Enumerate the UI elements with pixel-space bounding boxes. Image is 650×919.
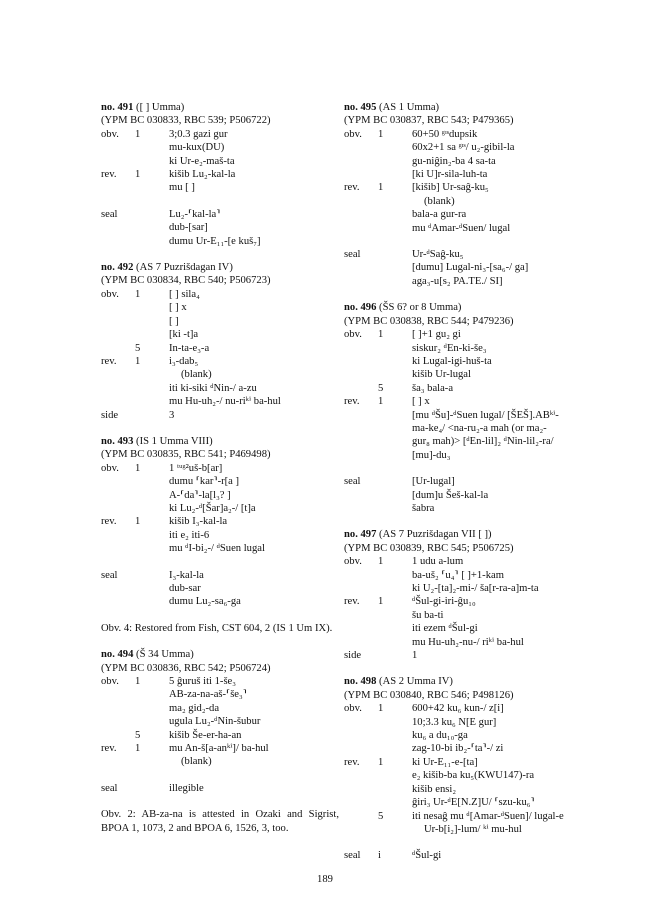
transliteration-line: [101, 688, 339, 701]
transliteration-line: [344, 342, 582, 355]
line-text: mu Hu-uh₂-/ nu-riᵏⁱ ba-hul: [169, 396, 281, 408]
line-text: kišib Ur-lugal: [412, 369, 471, 381]
transliteration-line: [344, 261, 582, 274]
transliteration-line: [344, 168, 582, 181]
line-number: 1: [135, 355, 141, 367]
line-number: 1: [135, 288, 141, 300]
entry-note: Obv. 4: Restored from Fish, CST 604, 2 (IS 1 Um IX).: [101, 622, 333, 634]
transliteration-line: [101, 235, 339, 248]
line-text: [kišib] Ur-saĝ-ku₅: [412, 182, 489, 194]
line-text: iti ezem ᵈŠul-gi: [412, 623, 478, 635]
line-text: [ ]: [169, 315, 179, 327]
line-section: side: [101, 409, 119, 421]
line-text: [mu]-du₃: [412, 449, 451, 461]
line-text: (blank): [181, 369, 212, 381]
entry-reference: (YPM BC 030840, RBC 546; P498126): [344, 689, 514, 701]
line-section: rev.: [101, 355, 117, 367]
transliteration-line: [344, 502, 582, 515]
line-text: dumu Ur-E₁₁-[e kuš₇]: [169, 235, 261, 247]
transliteration-line: [101, 515, 339, 528]
line-text: [dum]u Šeš-kal-la: [412, 489, 489, 501]
entry-number: no. 497: [344, 529, 377, 541]
entry-number: no. 493: [101, 435, 134, 447]
line-section: seal: [101, 208, 118, 220]
line-text: I₃-kal-la: [169, 569, 204, 581]
line-text: zag-10-bi ib₂-⸢ta⸣-/ zi: [412, 743, 504, 755]
line-section: obv.: [344, 128, 362, 140]
transliteration-line: [101, 742, 339, 755]
transliteration-line: [344, 395, 582, 408]
line-text: ᵈŠul-gi-iri-ĝu₁₀: [412, 596, 476, 608]
transliteration-line: [344, 716, 582, 729]
entry-date: (ŠS 6? or 8 Umma): [379, 302, 462, 314]
line-number: 5: [135, 729, 141, 741]
line-text: (blank): [181, 756, 212, 768]
line-text: [mu ᵈŠu]-ᵈSuen lugal/ [ŠEŠ].ABᵏⁱ-: [412, 409, 559, 421]
transliteration-line: [344, 756, 582, 769]
transliteration-line: [101, 168, 339, 181]
line-text: iti ki-siki ᵈNin-/ a-zu: [169, 382, 257, 394]
line-text: e₂ kišib-ba ku₅(KWU147)-ra: [412, 770, 535, 782]
entry-heading: [101, 261, 339, 274]
line-number: i: [378, 850, 381, 862]
line-text: In-ta-e₃-a: [169, 342, 210, 354]
line-number: 1: [378, 128, 384, 140]
entry-number: no. 491: [101, 102, 134, 113]
line-text: gur₈ mah)> [ᵈEn-lil]₂ ᵈNin-lil₂-ra/: [412, 436, 554, 448]
entry-number: no. 495: [344, 102, 377, 113]
transliteration-line: [344, 275, 582, 288]
line-text: (blank): [424, 195, 455, 207]
entry-reference: (YPM BC 030836, RBC 542; P506724): [101, 662, 271, 674]
line-number: 1: [378, 703, 384, 715]
line-number: 1: [135, 128, 141, 140]
line-text: ša₃ bala-a: [412, 382, 454, 394]
transliteration-line: [344, 810, 582, 823]
line-text: kišib I₃-kal-la: [169, 516, 228, 528]
line-text: ki U₂-[ta]₂-mi-/ ša[r-ra-a]m-ta: [412, 583, 539, 594]
transliteration-line: [101, 569, 339, 582]
transliteration-line: [344, 783, 582, 796]
line-text: mu Hu-uh₂-nu-/ riᵏⁱ ba-hul: [412, 636, 524, 648]
line-number: 1: [378, 182, 384, 194]
entry-reference: (YPM BC 030839, RBC 545; P506725): [344, 542, 514, 554]
line-text: [ki U]r-sila-luh-ta: [412, 169, 488, 181]
line-text: šabra: [412, 502, 435, 514]
line-text: [ ] x: [412, 396, 430, 408]
line-section: rev.: [101, 169, 117, 181]
transliteration-line: [101, 382, 339, 395]
line-text: 60x2+1 sa ᵍᶦˢ/ u₂-gibil-la: [412, 142, 515, 154]
line-section: obv.: [344, 556, 362, 568]
transliteration-line: [101, 301, 339, 314]
line-section: seal: [344, 850, 361, 862]
entry-reference: (YPM BC 030833, RBC 539; P506722): [101, 115, 271, 127]
text-entry: [344, 301, 582, 515]
line-text: ku₆ a du₁₀-ga: [412, 730, 468, 742]
transliteration-line: [101, 181, 339, 194]
line-text: ba-uš₂ ⸢u₄⸣ [ ]+1-kam: [412, 569, 504, 581]
transliteration-line: [101, 221, 339, 234]
line-section: rev.: [101, 743, 117, 755]
entry-date: (AS 2 Umma IV): [379, 676, 453, 688]
transliteration-line: [344, 208, 582, 221]
line-text: ki Ur-e₂-maš-ta: [169, 155, 235, 167]
line-text: 3;0.3 gazi gur: [169, 128, 228, 140]
line-number: 1: [378, 396, 384, 408]
line-text: ma-ke₄/ <na-ru₂-a mah (or ma₂-: [412, 422, 547, 434]
text-entry: [344, 675, 582, 862]
line-text: 10;3.3 ku₆ N[E gur]: [412, 716, 497, 728]
line-text: [Ur-lugal]: [412, 476, 455, 488]
transliteration-line: [101, 595, 339, 608]
transliteration-line: [344, 595, 582, 608]
transliteration-line: [101, 395, 339, 408]
transliteration-line: [344, 355, 582, 368]
line-text: 60+50 ᵍᶦˢdupsik: [412, 128, 478, 140]
line-text: ᵈŠul-gi: [412, 850, 442, 862]
transliteration-line: [101, 729, 339, 742]
line-text: 1: [412, 650, 418, 662]
line-text: [ ] x: [169, 302, 187, 314]
entry-date: (Š 34 Umma): [136, 649, 194, 661]
transliteration-line: [101, 475, 339, 488]
transliteration-line: [344, 609, 582, 622]
transliteration-line: [101, 675, 339, 688]
transliteration-line: [101, 128, 339, 141]
line-section: rev.: [344, 182, 360, 194]
line-text: bala-a gur-ra: [412, 209, 467, 221]
transliteration-line: [344, 582, 582, 595]
line-text: kišib Še-er-ha-an: [169, 729, 242, 741]
line-text: mu [ ]: [169, 182, 195, 194]
entry-number: no. 492: [101, 262, 134, 274]
transliteration-line: [101, 529, 339, 542]
line-text: ugula Lu₂-ᵈNin-šubur: [169, 716, 261, 728]
entry-heading: [344, 101, 582, 114]
transliteration-line: [101, 208, 339, 221]
transliteration-line: [344, 422, 582, 435]
transliteration-line: [101, 155, 339, 168]
entry-date: (AS 7 Puzrišdagan IV): [136, 262, 233, 274]
transliteration-line: [344, 796, 582, 809]
transliteration-line: [344, 128, 582, 141]
line-text: dub-[sar]: [169, 222, 208, 234]
line-text: Ur-ᵈSaĝ-ku₅: [412, 249, 464, 261]
transliteration-line: [101, 328, 339, 341]
line-section: obv.: [101, 676, 119, 688]
line-number: 5: [378, 382, 384, 394]
transliteration-line: [101, 782, 339, 795]
line-text: [ ]+1 gu₂ gi: [412, 329, 461, 341]
line-section: obv.: [101, 128, 119, 140]
transliteration-line: [344, 368, 582, 381]
entry-reference: (YPM BC 030834, RBC 540; P506723): [101, 275, 271, 287]
line-number: 5: [378, 810, 384, 822]
transliteration-line: [101, 368, 339, 381]
line-text: kišib ensi₂: [412, 783, 457, 795]
line-text: gu-niĝin₂-ba 4 sa-ta: [412, 155, 496, 167]
line-text: mu ᵈAmar-ᵈSuen/ lugal: [412, 222, 511, 234]
transliteration-line: [344, 622, 582, 635]
line-text: ki Ur-E₁₁-e-[ta]: [412, 756, 478, 768]
text-entry: [101, 648, 339, 835]
line-number: 1: [135, 169, 141, 181]
transliteration-line: [344, 328, 582, 341]
line-text: ma₂ gid₂-da: [169, 702, 220, 714]
line-number: 1: [378, 556, 384, 568]
line-section: rev.: [344, 396, 360, 408]
entry-date: (AS 7 Puzrišdagan VII [ ]): [379, 529, 492, 541]
transliteration-line: [344, 769, 582, 782]
transliteration-line: [344, 742, 582, 755]
entry-heading: [344, 301, 582, 314]
line-section: obv.: [101, 462, 119, 474]
line-text: illegible: [169, 782, 204, 794]
entry-number: no. 496: [344, 302, 377, 314]
transliteration-line: [101, 409, 339, 422]
transliteration-line: [101, 315, 339, 328]
line-number: 5: [135, 342, 141, 354]
line-section: rev.: [101, 516, 117, 528]
text-entry: [344, 528, 582, 662]
transliteration-line: [101, 755, 339, 768]
entry-date: ([ ] Umma): [136, 102, 185, 113]
line-section: obv.: [344, 703, 362, 715]
line-text: šu ba-ti: [412, 609, 444, 621]
entry-heading: [101, 435, 339, 448]
transliteration-line: [344, 849, 582, 862]
transliteration-line: [344, 181, 582, 194]
transliteration-line: [344, 449, 582, 462]
text-entry: [101, 101, 339, 248]
entry-note: Obv. 2: AB-za-na is attested in Ozaki and Sigrist, BPOA 1, 1073, 2 and BPOA 6, 1526, 3, too.: [101, 809, 339, 834]
entry-heading: [344, 528, 582, 541]
line-section: obv.: [344, 329, 362, 341]
line-text: iti e₂ iti-6: [169, 529, 210, 541]
transliteration-line: [344, 649, 582, 662]
line-number: 1: [378, 756, 384, 768]
entry-date: (AS 1 Umma): [379, 102, 440, 113]
transliteration-line: [344, 141, 582, 154]
line-text: mu ᵈI-bi₂-/ ᵈSuen lugal: [169, 543, 265, 555]
line-text: 3: [169, 409, 175, 421]
transliteration-line: [344, 555, 582, 568]
line-text: [ ] sila₄: [169, 288, 200, 300]
entry-reference: (YPM BC 030838, RBC 544; P479236): [344, 315, 514, 327]
transliteration-line: [101, 702, 339, 715]
line-section: seal: [101, 782, 118, 794]
line-text: ki Lugal-igi-huš-ta: [412, 355, 492, 367]
line-number: 1: [135, 676, 141, 688]
line-section: rev.: [344, 596, 360, 608]
entry-heading: [344, 675, 582, 688]
entry-number: no. 498: [344, 676, 377, 688]
line-number: 1: [378, 329, 384, 341]
line-text: AB-za-na-aš-⸢še₃⸣: [169, 689, 247, 701]
transliteration-line: [101, 502, 339, 515]
transliteration-line: [344, 823, 582, 836]
transliteration-line: [344, 636, 582, 649]
transliteration-line: [101, 342, 339, 355]
line-text: mu An-š[a-anᵏⁱ]/ ba-hul: [169, 743, 269, 755]
transliteration-line: [101, 489, 339, 502]
transliteration-line: [344, 382, 582, 395]
transliteration-line: [101, 355, 339, 368]
line-section: seal: [101, 569, 118, 581]
line-text: iti nesaĝ mu ᵈ[Amar-ᵈSuen]/ lugal-e: [412, 810, 564, 822]
line-text: 5 ĝuruš iti 1-še₃: [169, 676, 236, 688]
transliteration-line: [101, 582, 339, 595]
transliteration-line: [101, 715, 339, 728]
line-number: 1: [378, 596, 384, 608]
right-column: [344, 101, 582, 876]
line-text: [ki -t]a: [169, 329, 199, 341]
transliteration-line: [101, 462, 339, 475]
transliteration-line: [344, 489, 582, 502]
left-column: [101, 101, 339, 848]
entry-reference: (YPM BC 030835, RBC 541; P469498): [101, 449, 271, 461]
transliteration-line: [344, 409, 582, 422]
line-number: 1: [135, 462, 141, 474]
text-entry: [101, 435, 339, 635]
line-section: side: [344, 650, 362, 662]
line-section: obv.: [101, 288, 119, 300]
entry-date: (IS 1 Umma VIII): [136, 435, 213, 447]
line-number: 1: [135, 743, 141, 755]
transliteration-line: [101, 542, 339, 555]
entry-reference: (YPM BC 030837, RBC 543; P479365): [344, 115, 514, 127]
line-text: ĝiri₃ Ur-ᵈE[N.Z]U/ ⸢szu-ku₆⸣: [412, 797, 535, 809]
transliteration-line: [344, 155, 582, 168]
transliteration-line: [344, 729, 582, 742]
transliteration-line: [344, 475, 582, 488]
line-section: seal: [344, 249, 361, 261]
line-section: seal: [344, 476, 361, 488]
line-text: mu-kux(DU): [169, 142, 225, 154]
line-section: rev.: [344, 756, 360, 768]
transliteration-line: [344, 702, 582, 715]
line-text: i₃-dab₅: [169, 355, 199, 367]
entry-heading: [101, 648, 339, 661]
line-text: dub-sar: [169, 583, 201, 594]
transliteration-line: [344, 569, 582, 582]
line-text: 1 ᵗᵘᵍ²uš-b[ar]: [169, 462, 223, 474]
line-text: kišib Lu₂-kal-la: [169, 169, 236, 181]
text-entry: [344, 101, 582, 288]
transliteration-line: [344, 222, 582, 235]
text-entry: [101, 261, 339, 422]
entry-heading: [101, 101, 339, 114]
line-text: 600+42 ku₆ kun-/ z[i]: [412, 703, 504, 715]
line-text: Ur-b[i₂]-lum/ ᵏⁱ mu-hul: [424, 823, 522, 835]
transliteration-line: [101, 288, 339, 301]
line-text: A-⸢da⸣-la[l₃? ]: [169, 489, 231, 501]
line-text: dumu ⸢kar⸣-r[a ]: [169, 476, 240, 488]
transliteration-line: [101, 141, 339, 154]
line-text: Lu₂-⸢kal-la⸣: [169, 208, 221, 220]
line-text: ki Lu₂-ᵈ[Šar]a₂-/ [t]a: [169, 502, 256, 514]
line-text: siskur₂ ᵈEn-ki-še₃: [412, 342, 487, 354]
entry-number: no. 494: [101, 649, 134, 661]
line-text: dumu Lu₂-sa₆-ga: [169, 596, 241, 608]
line-text: aga₃-u[s₂ PA.TE./ SI]: [412, 275, 503, 287]
transliteration-line: [344, 248, 582, 261]
transliteration-line: [344, 195, 582, 208]
line-text: [dumu] Lugal-ni₃-[sa₆-/ ga]: [412, 262, 529, 274]
line-text: 1 udu a-lum: [412, 556, 464, 568]
line-number: 1: [135, 516, 141, 528]
page-number: 189: [317, 874, 333, 885]
transliteration-line: [344, 435, 582, 448]
